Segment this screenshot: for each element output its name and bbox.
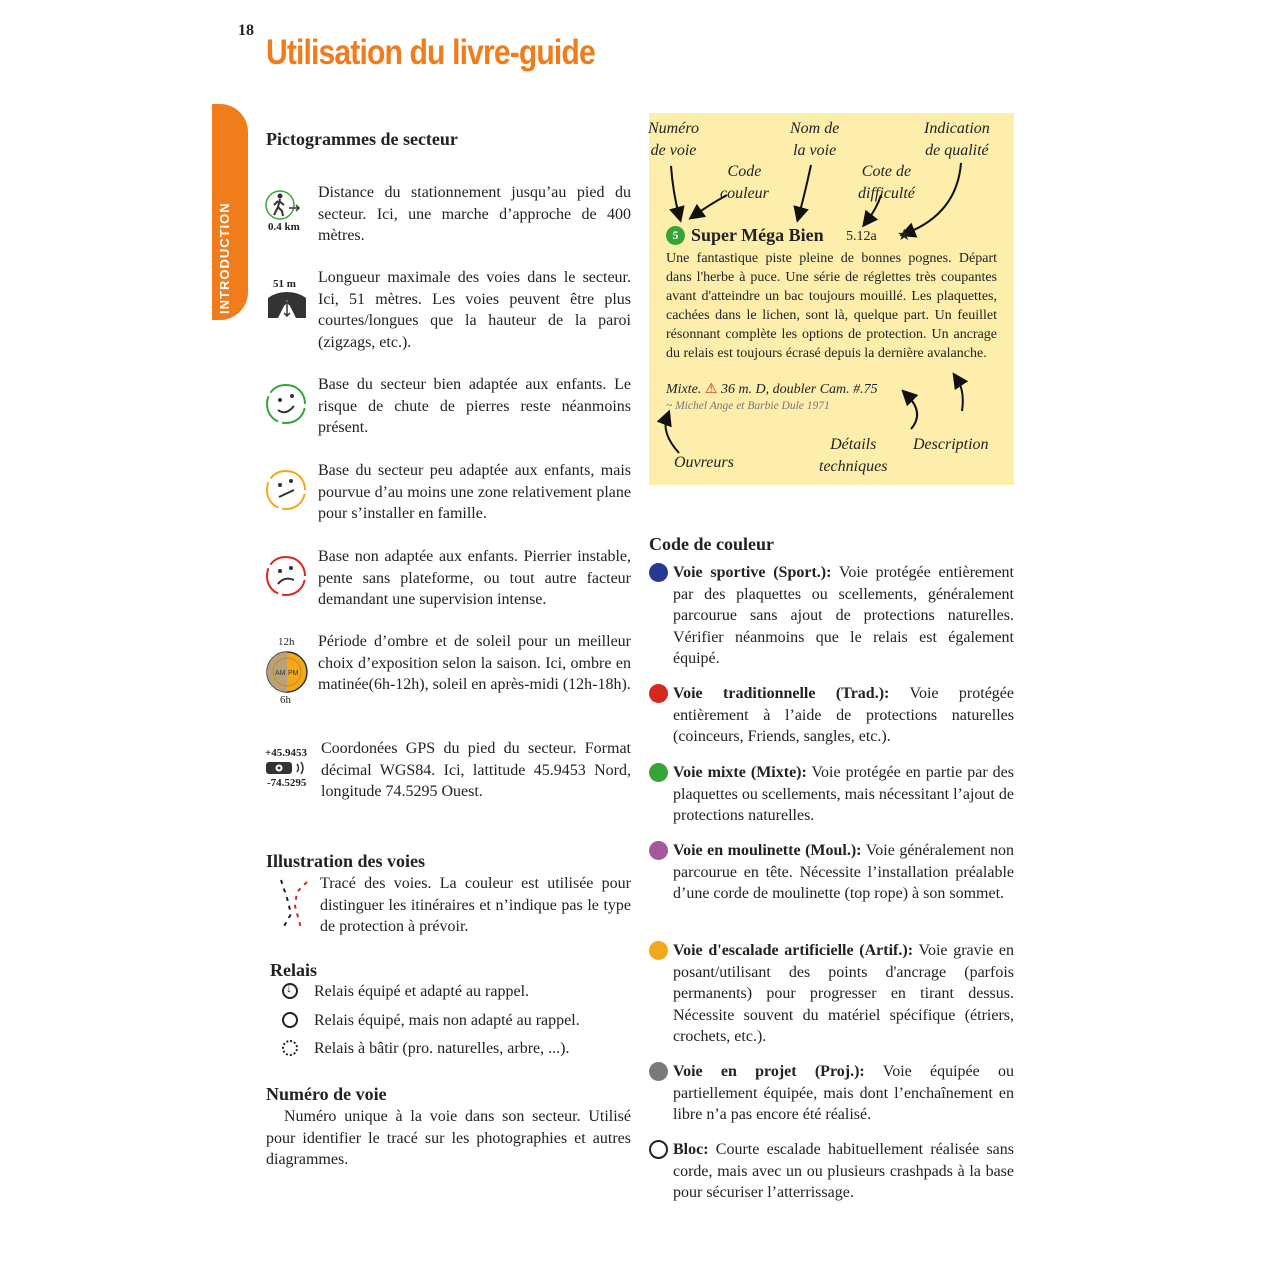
numero-heading: Numéro de voie xyxy=(266,1084,387,1104)
kids-ok-text: Base du secteur bien adaptée aux enfants. Le risque de chute de pierres reste néanmoins présent. xyxy=(318,376,631,436)
codes-heading: Code de couleur xyxy=(649,534,774,554)
warning-icon: ⚠ xyxy=(704,382,718,397)
example-route-title xyxy=(666,225,824,246)
illustration-heading: Illustration des voies xyxy=(266,851,426,871)
color-code-text: Voie protégée entièrement par des plaquettes ou scellements, généralement parcourue sans ajout de protections naturelles. Vérifier néanmoins que le relais est également équipé. xyxy=(673,564,1015,667)
kids-mid-text: Base du secteur peu adaptée aux enfants, mais pourvue d’au moins une zone relativement plane pour s’installer en famille. xyxy=(318,462,631,522)
rappel-anchor-icon xyxy=(282,983,298,999)
relais-heading: Relais xyxy=(270,960,317,980)
hiker-icon xyxy=(265,189,309,221)
color-code-item xyxy=(649,762,1014,827)
color-code-name: Voie en projet (Proj.): xyxy=(673,1063,865,1080)
sun-pm-label: PM xyxy=(288,670,299,677)
length-text: Longueur maximale des voies dans le secteur. Ici, 51 mètres. Les voies peuvent être plus courtes/longues que la hauteur de la paroi (zigzags, etc.). xyxy=(318,269,631,351)
label-description: Description xyxy=(913,436,989,453)
label-details: Détails techniques xyxy=(819,436,888,475)
route-number-badge: 5 xyxy=(666,226,685,245)
color-code-text: Courte escalade habituellement réalisée sans corde, mais avec un ou plusieurs crashpads à la base pour sécuriser l’atterrissage. xyxy=(673,1141,1014,1201)
color-code-text: Voie gravie en posant/utilisant des points d'ancrage (parfois permanents) pour progresser en tirant dessus. Nécessite souvent du matériel spécifique (étriers, crochets, etc.). xyxy=(673,942,1015,1045)
sun-am-label: AM xyxy=(275,670,286,677)
relais-item-rappel xyxy=(282,983,529,1001)
numero-text: Numéro unique à la voie dans son secteur. Utilisé pour identifier le tracé sur les photographies et autres diagrammes. xyxy=(266,1108,631,1168)
relais-item-label: Relais à bâtir (pro. naturelles, arbre, ...). xyxy=(314,1040,570,1057)
color-code-name: Voie d'escalade artificielle (Artif.): xyxy=(673,942,914,959)
color-code-item xyxy=(649,1139,1014,1204)
sun-clock-icon xyxy=(265,650,309,694)
sun-text: Période d’ombre et de soleil pour un meilleur choix d’exposition selon la saison. Ici, ombre en matinée(6h-12h), soleil en après-midi (12h-18h). xyxy=(318,633,631,693)
label-nom: Nom de la voie xyxy=(790,120,840,159)
route-name: Super Méga Bien xyxy=(691,225,824,245)
color-code-name: Bloc: xyxy=(673,1141,709,1158)
relais-item-build xyxy=(282,1040,569,1058)
kids-no-text: Base non adaptée aux enfants. Pierrier instable, pente sans plateforme, ou tout autre facteur demandant une supervision intense. xyxy=(318,548,631,608)
route-line-icon xyxy=(277,876,311,930)
color-code-name: Voie traditionnelle (Trad.): xyxy=(673,685,890,702)
sad-face-icon xyxy=(264,554,308,598)
color-code-item xyxy=(649,940,1014,1048)
label-cote: Cote de difficulté xyxy=(858,163,915,202)
relais-item-label: Relais équipé et adapté au rappel. xyxy=(314,983,530,1000)
label-numero: Numéro de voie xyxy=(648,120,699,159)
wall-height-icon xyxy=(266,290,308,320)
page-title: Utilisation du livre-guide xyxy=(266,33,595,72)
color-code-text: Voie protégée en partie par des plaquettes ou scellements, mais nécessitant l’ajout de protections naturelles. xyxy=(673,764,1015,824)
label-qualite: Indication de qualité xyxy=(924,120,990,159)
neutral-face-icon xyxy=(264,468,308,512)
gps-lon: -74.5295 xyxy=(267,777,307,789)
color-code-item xyxy=(649,1061,1014,1126)
sun-top-label: 12h xyxy=(278,636,295,648)
label-ouvreurs: Ouvreurs xyxy=(674,454,734,471)
route-openers: ~ Michel Ange et Barbie Dule 1971 xyxy=(666,400,830,412)
color-code-name: Voie mixte (Mixte): xyxy=(673,764,807,781)
route-grade: 5.12a xyxy=(846,229,877,244)
illustration-text: Tracé des voies. La couleur est utilisée pour distinguer les itinéraires et n’indique pas le type de protection à prévoir. xyxy=(320,875,631,935)
happy-face-icon xyxy=(264,382,308,426)
color-dot-icon xyxy=(649,684,668,703)
route-technical xyxy=(666,381,878,398)
gps-icon xyxy=(266,760,312,776)
color-code-text: Voie généralement non parcourue en tête. Nécessite l’installation préalable d’une corde de moulinette (top rope) à son sommet. xyxy=(673,842,1015,902)
sun-bottom-label: 6h xyxy=(280,694,291,706)
color-code-text: Voie équipée ou partiellement équipée, mais dont l’enchaînement en libre n’a pas encore été réalisé. xyxy=(673,1063,1014,1123)
color-code-item xyxy=(649,683,1014,748)
approach-text: Distance du stationnement jusqu’au pied du secteur. Ici, une marche d’approche de 400 mètres. xyxy=(318,184,631,244)
color-dot-icon xyxy=(649,763,668,782)
color-dot-icon xyxy=(649,1062,668,1081)
label-code: Code couleur xyxy=(720,163,769,202)
color-dot-icon xyxy=(649,941,668,960)
color-code-name: Voie sportive (Sport.): xyxy=(673,564,832,581)
pictos-heading: Pictogrammes de secteur xyxy=(266,129,458,149)
route-description: Une fantastique piste pleine de bonnes pognes. Départ dans l'herbe à puce. Une série de réglettes très coupantes avant d'atteindre un bac toujours mouillé. Les plaquettes, cachées dans le lichen, sont là, quelque part. Un feuillet résonnant complète les options de protection. Un ancrage du relais est toujours écrasé depuis la dernière avalanche. xyxy=(666,251,997,361)
length-label: 51 m xyxy=(273,278,296,290)
anchor-icon xyxy=(282,1012,298,1028)
section-tab xyxy=(212,104,248,320)
color-dot-icon xyxy=(649,1140,668,1159)
relais-item-equipped xyxy=(282,1012,580,1030)
tech-type: Mixte. xyxy=(666,382,702,397)
color-code-text: Voie protégée entièrement à l’aide de protections naturelles (coinceurs, Friends, sangles, etc.). xyxy=(673,685,1014,745)
color-code-item xyxy=(649,562,1014,670)
color-dot-icon xyxy=(649,841,668,860)
gps-lat: +45.9453 xyxy=(265,747,308,759)
star-icon: ★ xyxy=(897,227,912,244)
gps-text: Coordonées GPS du pied du secteur. Format décimal WGS84. Ici, lattitude 45.9453 Nord, longitude 74.5295 Ouest. xyxy=(321,740,631,800)
color-code-item xyxy=(649,840,1014,905)
color-dot-icon xyxy=(649,563,668,582)
relais-item-label: Relais équipé, mais non adapté au rappel. xyxy=(314,1012,580,1029)
section-tab-label: INTRODUCTION xyxy=(217,202,232,314)
tech-details: 36 m. D, doubler Cam. #.75 xyxy=(720,382,878,397)
approach-label: 0.4 km xyxy=(268,221,300,233)
natural-anchor-icon xyxy=(282,1040,298,1056)
color-code-name: Voie en moulinette (Moul.): xyxy=(673,842,862,859)
page-number: 18 xyxy=(238,22,254,39)
